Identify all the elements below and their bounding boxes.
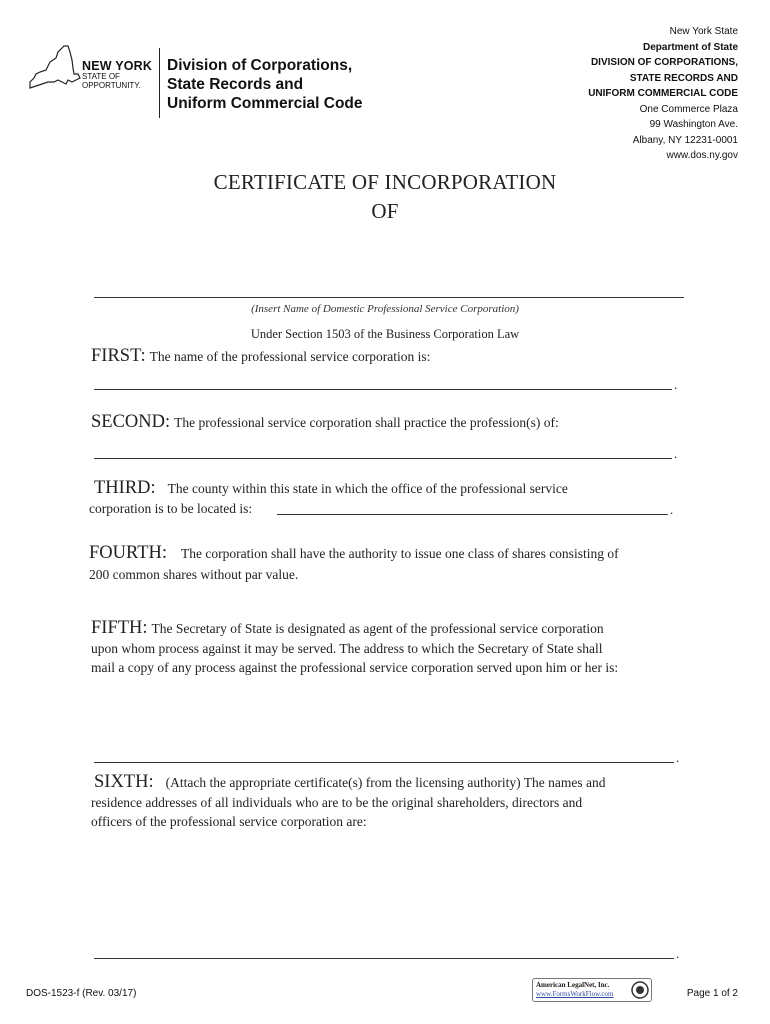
section-fifth bbox=[91, 618, 604, 639]
section-second-heading: SECOND: bbox=[91, 412, 171, 432]
logo-state-name: NEW YORK bbox=[82, 59, 153, 73]
third-answer-line[interactable] bbox=[277, 514, 668, 515]
section-first-text: The name of the professional service corporation is: bbox=[149, 349, 431, 364]
page-number: Page 1 of 2 bbox=[686, 988, 738, 999]
new-york-state-map-icon bbox=[28, 44, 82, 99]
sixth-answer-line[interactable] bbox=[94, 958, 674, 959]
address-website: www.dos.ny.gov bbox=[666, 150, 738, 161]
sixth-period: . bbox=[676, 946, 680, 961]
corporation-name-caption: (Insert Name of Domestic Professional Service Corporation) bbox=[251, 303, 519, 315]
section-third-text-2: corporation is to be located is: bbox=[89, 501, 253, 516]
section-sixth-heading: SIXTH: bbox=[94, 772, 154, 792]
address-line-1: One Commerce Plaza bbox=[639, 103, 738, 115]
section-second-text: The professional service corporation shall practice the profession(s) of: bbox=[174, 415, 559, 430]
address-department: Department of State bbox=[642, 41, 738, 53]
second-answer-line[interactable] bbox=[94, 458, 672, 459]
section-sixth-text-1: (Attach the appropriate certificate(s) from the licensing authority) The names and bbox=[165, 775, 606, 790]
section-sixth-text-2: residence addresses of all individuals who are to be the original shareholders, directors and bbox=[91, 795, 583, 810]
address-division-2: STATE RECORDS AND bbox=[629, 72, 738, 84]
section-fourth bbox=[89, 543, 619, 564]
section-third bbox=[94, 478, 568, 499]
corporation-name-line[interactable] bbox=[94, 297, 684, 298]
section-fifth-heading: FIFTH: bbox=[91, 618, 148, 638]
division-line: Uniform Commercial Code bbox=[167, 95, 363, 112]
section-fourth-heading: FOURTH: bbox=[89, 543, 168, 563]
agency-address bbox=[588, 24, 738, 164]
second-period: . bbox=[674, 446, 678, 461]
section-third-text-1: The county within this state in which the office of the professional service bbox=[167, 481, 568, 496]
publisher-logo-icon bbox=[631, 981, 649, 1004]
section-sixth-text-3: officers of the professional service corporation are: bbox=[91, 814, 367, 829]
first-answer-line[interactable] bbox=[94, 389, 672, 390]
section-fifth-text-2: upon whom process against it may be served. The address to which the Secretary of State shall bbox=[91, 641, 603, 656]
division-name bbox=[167, 56, 363, 113]
publisher-name: American LegalNet, Inc. bbox=[536, 981, 610, 989]
section-fifth-text-3: mail a copy of any process against the professional service corporation served upon him or her is: bbox=[91, 660, 619, 675]
address-division-3: UNIFORM COMMERCIAL CODE bbox=[588, 88, 738, 99]
section-fourth-text-1: The corporation shall have the authority to issue one class of shares consisting of bbox=[181, 546, 619, 561]
address-line-2: 99 Washington Ave. bbox=[649, 119, 738, 130]
division-line: State Records and bbox=[167, 76, 304, 93]
publisher-link[interactable]: www.FormsWorkFlow.com bbox=[536, 990, 614, 998]
section-second bbox=[91, 412, 559, 433]
first-period: . bbox=[674, 377, 678, 392]
section-fifth-text-1: The Secretary of State is designated as agent of the professional service corporation bbox=[151, 621, 604, 636]
document-title: CERTIFICATE OF INCORPORATION bbox=[213, 170, 557, 194]
address-line-3: Albany, NY 12231-0001 bbox=[632, 134, 738, 146]
publisher-stamp bbox=[532, 978, 652, 1002]
section-first-heading: FIRST: bbox=[91, 346, 146, 366]
address-division-1: DIVISION OF CORPORATIONS, bbox=[590, 57, 738, 68]
logo-tagline: STATE OF OPPORTUNITY. bbox=[82, 72, 141, 90]
fifth-answer-line[interactable] bbox=[94, 762, 674, 763]
document-title-of: OF bbox=[371, 199, 399, 223]
section-first bbox=[91, 346, 430, 367]
third-period: . bbox=[670, 502, 674, 517]
division-line: Division of Corporations, bbox=[167, 57, 353, 74]
fifth-period: . bbox=[676, 750, 680, 765]
form-number: DOS-1523-f (Rev. 03/17) bbox=[26, 988, 137, 999]
address-state: New York State bbox=[669, 26, 738, 37]
statute-reference: Under Section 1503 of the Business Corporation Law bbox=[250, 327, 520, 341]
section-third-heading: THIRD: bbox=[94, 478, 156, 498]
section-fourth-text-2: 200 common shares without par value. bbox=[89, 567, 299, 582]
section-sixth bbox=[94, 772, 605, 793]
logo-divider bbox=[159, 48, 160, 118]
